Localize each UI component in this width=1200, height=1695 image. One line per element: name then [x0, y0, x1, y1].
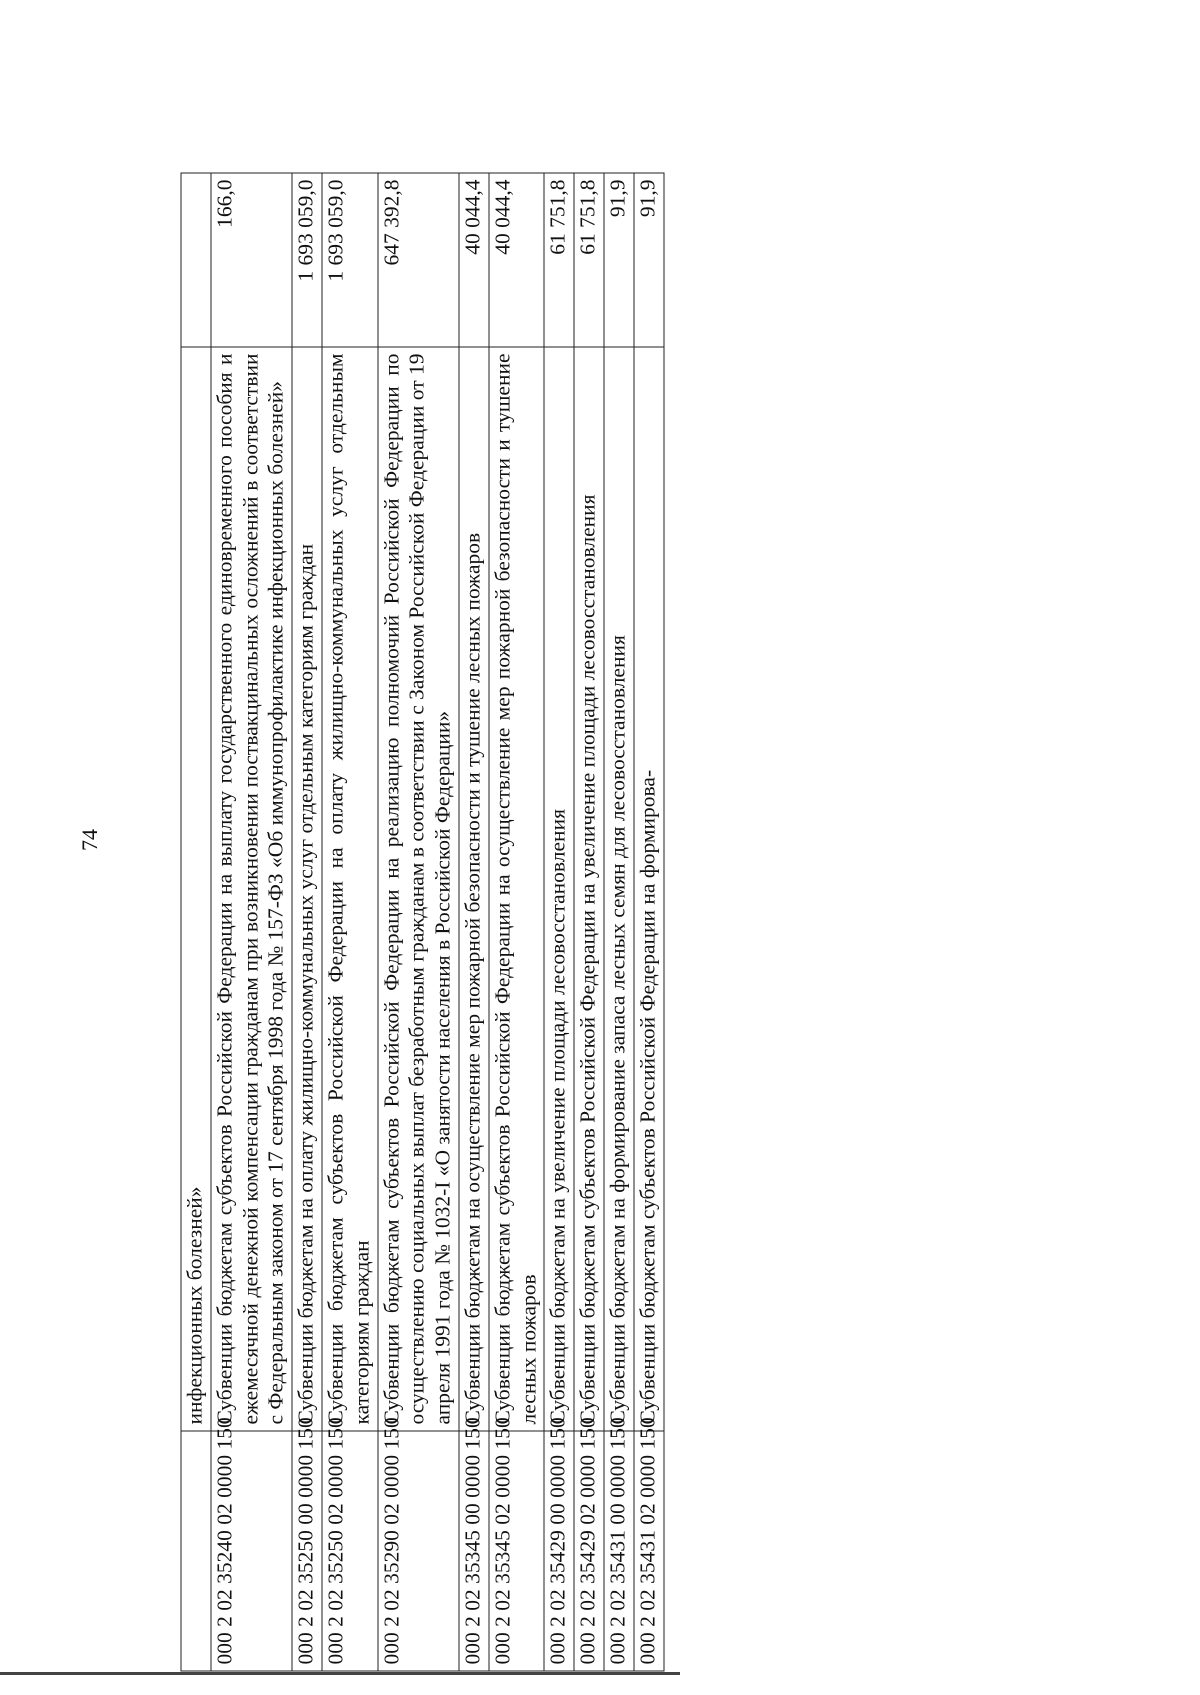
- budget-code-cell: 000 2 02 35250 00 0000 150: [292, 1431, 322, 1671]
- table-row: [211, 173, 292, 1671]
- table-row: [604, 173, 634, 1671]
- budget-name-cell: Субвенции бюджетам субъектов Российской Федерации на увеличение площади лесовосстановления: [574, 347, 604, 1431]
- budget-amount-cell: 61 751,8: [574, 173, 604, 347]
- table-row: [378, 173, 459, 1671]
- table-row: [574, 173, 604, 1671]
- budget-amount-cell: 61 751,8: [544, 173, 574, 347]
- table-row: [634, 173, 664, 1671]
- budget-name-cell: инфекционных болезней»: [181, 347, 211, 1431]
- table-row: [459, 173, 489, 1671]
- budget-code-cell: 000 2 02 35345 02 0000 150: [489, 1431, 545, 1671]
- budget-code-cell: 000 2 02 35431 00 0000 150: [604, 1431, 634, 1671]
- budget-code-cell: [181, 1431, 211, 1671]
- page-number: 74: [77, 829, 102, 851]
- budget-name-cell: Субвенции бюджетам на формирование запаса лесных семян для лесовосстановления: [604, 347, 634, 1431]
- table-row: [489, 173, 545, 1671]
- budget-name-cell: Субвенции бюджетам субъектов Российской Федерации на осуществление мер пожарной безопасности и тушение лесных пожаров: [489, 347, 545, 1431]
- budget-amount-cell: 1 693 059,0: [292, 173, 322, 347]
- budget-amount-cell: 40 044,4: [489, 173, 545, 347]
- budget-name-cell: Субвенции бюджетам на увеличение площади лесовосстановления: [544, 347, 574, 1431]
- budget-amount-cell: 166,0: [211, 173, 292, 347]
- budget-code-cell: 000 2 02 35431 02 0000 150: [634, 1431, 664, 1671]
- table-row: [544, 173, 574, 1671]
- budget-amount-cell: 91,9: [604, 173, 634, 347]
- budget-code-cell: 000 2 02 35290 02 0000 150: [378, 1431, 459, 1671]
- budget-code-cell: 000 2 02 35345 00 0000 150: [459, 1431, 489, 1671]
- budget-name-cell: Субвенции бюджетам на оплату жилищно-коммунальных услуг отдельным категориям граждан: [292, 347, 322, 1431]
- scan-edge-line: [0, 1672, 680, 1675]
- budget-code-cell: 000 2 02 35429 02 0000 150: [574, 1431, 604, 1671]
- budget-name-cell: Субвенции бюджетам субъектов Российской Федерации на реализацию полномочий Российской Федерации по осуществлению социальных выплат безработным гражданам в соответствии с Законом Российской Федерации от 19 апреля 1991 года № 1032-I «О занятости населения в Российской Федерации»: [378, 347, 459, 1431]
- budget-amount-cell: 40 044,4: [459, 173, 489, 347]
- budget-name-cell: Субвенции бюджетам субъектов Российской Федерации на формирова-: [634, 347, 664, 1431]
- budget-code-cell: 000 2 02 35250 02 0000 150: [322, 1431, 378, 1671]
- budget-name-cell: Субвенции бюджетам на осуществление мер пожарной безопасности и тушение лесных пожаров: [459, 347, 489, 1431]
- budget-amount-cell: 647 392,8: [378, 173, 459, 347]
- budget-amount-cell: 1 693 059,0: [322, 173, 378, 347]
- budget-code-cell: 000 2 02 35429 00 0000 150: [544, 1431, 574, 1671]
- table-row: [322, 173, 378, 1671]
- budget-name-cell: Субвенции бюджетам субъектов Российской Федерации на выплату государственного единовременного пособия и ежемесячной денежной компенсации гражданам при возникновении поствакцинальных осложнений в соответствии с Федеральным законом от 17 сентября 1998 года № 157-ФЗ «Об иммунопрофилактике инфекционных болезней»: [211, 347, 292, 1431]
- rotated-page-content: [181, 173, 1196, 1671]
- budget-code-cell: 000 2 02 35240 02 0000 150: [211, 1431, 292, 1671]
- table-row: [181, 173, 211, 1671]
- budget-name-cell: Субвенции бюджетам субъектов Российской Федерации на оплату жилищно-коммунальных услуг отдельным категориям граждан: [322, 347, 378, 1431]
- table-row: [292, 173, 322, 1671]
- budget-amount-cell: 91,9: [634, 173, 664, 347]
- budget-amount-cell: [181, 173, 211, 347]
- budget-table: [181, 172, 665, 1671]
